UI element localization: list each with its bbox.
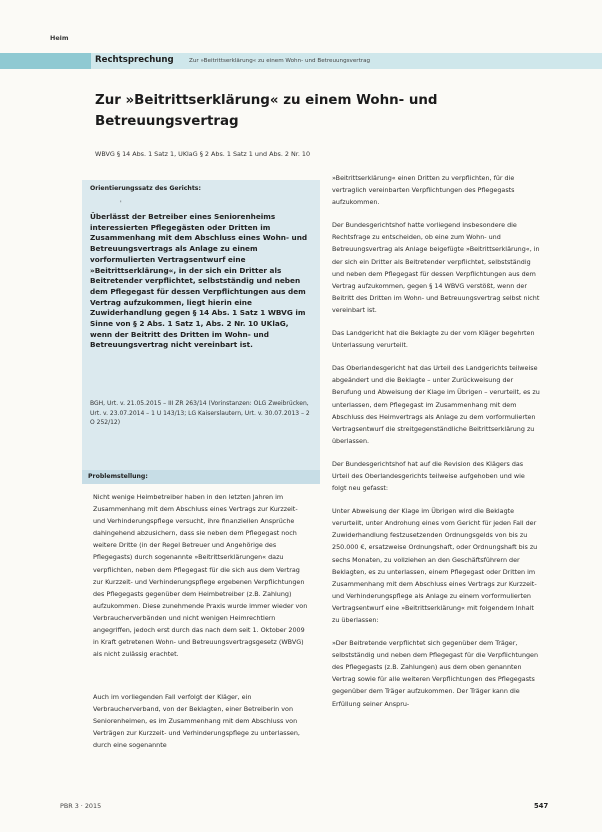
problem-label: Problemstellung:	[88, 473, 148, 480]
leitsatz-label: Orientierungssatz des Gerichts:	[90, 185, 201, 192]
body-paragraph: »Beitrittserklärung« einen Dritten zu verpflichten, für die vertraglich vereinbarten Verpflichtungen des Pflegegasts aufzukommen.	[332, 174, 515, 207]
article-title: Zur »Beitrittserklärung« zu einem Wohn- und Betreuungsvertrag	[95, 93, 438, 129]
body-paragraph: Auch im vorliegenden Fall verfolgt der Kläger, ein Verbraucherverband, von der Beklagten, einer Betreiberin von Seniorenheimen, es im Zusammenhang mit dem Abschluss von Verträgen zur Kurzzeit- und Verhinderungspflege zu unterlassen, durch eine sogenannte	[93, 693, 300, 750]
body-paragraph: Das Oberlandesgericht hat das Urteil des Landgerichts teilweise abgeändert und die Beklagte – unter Zurückweisung der Berufung und Abweisung der Klage im Übrigen – verurteilt, es zu unterlassen, dem Pflegegast im Zusammenhang mit dem Abschluss des Heimvertrags als Anlage zu dem vorformulierten Vertragsentwurf die streitgegenständliche Beitrittserklärung zu überlassen.	[332, 364, 540, 445]
body-paragraph: Der Bundesgerichtshof hatte vorliegend insbesondere die Rechtsfrage zu entscheiden, ob eine zum Wohn- und Betreuungsvertrag als Anlage beigefügte »Beitrittserklärung«, in der sich ein Dritter als Beitretender verpflichtet, selbstständig und neben dem Pflegegast für dessen Verpflichtungen aus dem Vertrag aufzukommen, gegen § 14 WBVG verstößt, wenn der Beitritt des Dritten im Wohn- und Betreuungsvertrag selbst nicht vereinbart ist.	[332, 221, 540, 314]
journal-issue: PBR 3 · 2015	[60, 802, 102, 810]
leitsatz-text: Überlässt der Betreiber eines Seniorenheims interessierten Pflegegästen oder Dritten im Zusammenhang mit dem Abschluss eines Wohn- und Betreuungsvertrags als Anlage zu einem vorformulierten Vertragsentwurf eine »Beitrittserklärung«, in der sich ein Dritter als Beitretender verpflichtet, selbstständig und neben dem Pflegegast für dessen Verpflichtungen aus dem Vertrag aufzukommen, liegt hierin eine Zuwiderhandlung gegen § 14 Abs. 1 Satz 1 WBVG im Sinne von § 2 Abs. 1 Satz 1, Abs. 2 Nr. 10 UKlaG, wenn der Beitritt des Dritten im Wohn- und Betreuungsvertrag nicht vereinbart ist.	[90, 212, 308, 350]
section-subtitle: Zur »Beitrittserklärung« zu einem Wohn- und Betreuungsvertrag	[189, 58, 371, 64]
right-column	[332, 172, 540, 721]
body-paragraph: Nicht wenige Heimbetreiber haben in den letzten Jahren im Zusammenhang mit dem Abschluss eines Vertrags zur Kurzzeit- und Verhinderungspflege versucht, ihre finanziellen Ansprüche dahingehend abzusichern, dass sie neben dem Pflegegast noch weitere Dritte (in der Regel Betreuer und Angehörige des Pflegegasts) durch sogenannte »Beitrittserklärungen« dazu verpflichten, neben dem Pflegegast für die sich aus dem Vertrag zur Kurzzeit- und Verhinderungspflege ergebenen Verpflichtungen des Pflegegasts gegenüber dem Heimbetreiber (z.B. Zahlung) aufzukommen. Diese zunehmende Praxis wurde immer wieder von Verbraucherverbänden und nicht wenigen Heimrechtlern angegriffen, jedoch erst durch das nach dem seit 1. Oktober 2009 in Kraft getretenen Wohn- und Betreuungsvertragsgesetz (WBVG) als nicht zulässig erachtet.	[93, 493, 308, 659]
leitsatz-mark: '	[120, 200, 122, 207]
court-citation: BGH, Urt. v. 21.05.2015 – III ZR 263/14 (Vorinstanzen: OLG Zweibrücken, Urt. v. 23.07.2014 – 1 U 143/13; LG Kaiserslautern, Urt. v. 30.07.2013 – 2 O 252/12)	[90, 400, 310, 426]
article-norms: WBVG § 14 Abs. 1 Satz 1, UKlaG § 2 Abs. 1 Satz 1 und Abs. 2 Nr. 10	[95, 150, 311, 158]
section-title: Rechtsprechung	[95, 55, 174, 65]
page-number: 547	[534, 802, 549, 810]
body-paragraph: »Der Beitretende verpflichtet sich gegenüber dem Träger, selbstständig und neben dem Pflegegast für die Verpflichtungen des Pflegegasts (z.B. Zahlungen) aus dem oben genannten Vertrag sowie für alle weiteren Verpflichtungen des Pflegegasts gegenüber dem Träger aufzukommen. Der Träger kann die Erfüllung seiner Anspru-	[332, 639, 539, 708]
body-paragraph: Unter Abweisung der Klage im Übrigen wird die Beklagte verurteilt, unter Androhung eines vom Gericht für jeden Fall der Zuwiderhandlung festzusetzenden Ordnungsgelds von bis zu 250.000 €, ersatzweise Ordnungshaft, oder Ordnungshaft bis zu sechs Monaten, zu vollziehen an den Geschäftsführern der Beklagten, es zu unterlassen, einem Pflegegast oder Dritten im Zusammenhang mit dem Abschluss eines Vertrags zur Kurzzeit- und Verhinderungspflege als Anlage zu einem vorformulierten Vertragsentwurf eine »Beitrittserklärung« mit folgendem Inhalt zu überlassen:	[332, 507, 538, 624]
body-paragraph: Das Landgericht hat die Beklagte zu der vom Kläger begehrten Unterlassung verurteilt.	[332, 329, 535, 350]
heft-label: Heim	[50, 34, 69, 42]
body-paragraph: Der Bundesgerichtshof hat auf die Revision des Klägers das Urteil des Oberlandesgerichts teilweise aufgehoben und wie folgt neu gefasst:	[332, 459, 525, 493]
